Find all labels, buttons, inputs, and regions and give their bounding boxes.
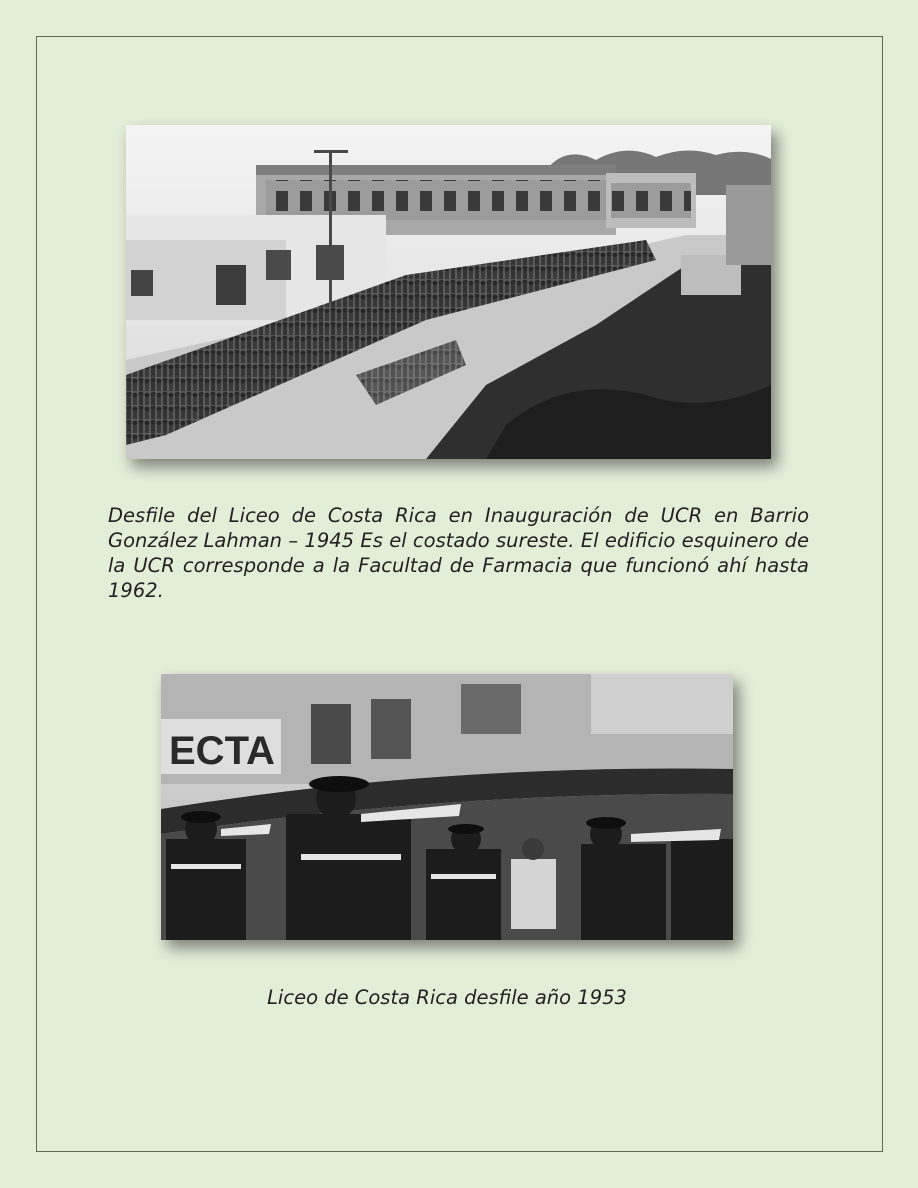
photo-caption-1953: Liceo de Costa Rica desfile año 1953 xyxy=(267,986,627,1009)
photo-parade-1945 xyxy=(126,125,771,459)
storefront-sign-text: ECTA xyxy=(169,729,275,773)
photo-band-1953 xyxy=(161,674,733,940)
photo-caption-1945: Desfile del Liceo de Costa Rica en Inauguración de UCR en Barrio González Lahman – 1945 Es el costado sureste. El edificio esquinero de la UCR corresponde a la Facultad de Farmacia que funcionó ahí hasta 1962. xyxy=(108,504,809,602)
